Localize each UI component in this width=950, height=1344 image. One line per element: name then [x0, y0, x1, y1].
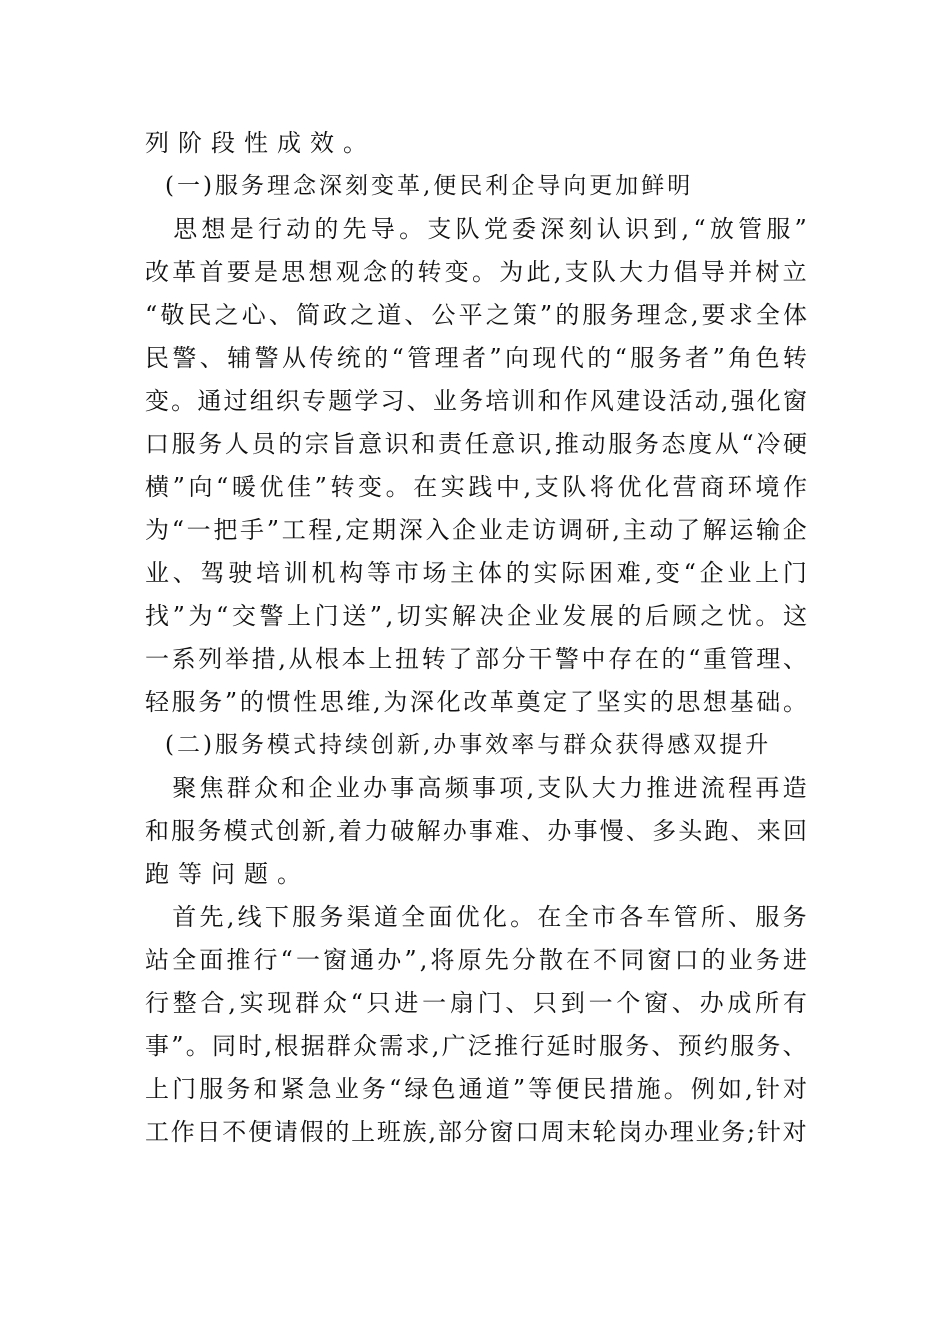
paragraph-line: 为 “ 一 把 手 ” 工 程 , 定 期 深 入 企 业 走 访 调 研 , 主 动 了 解 运 输 企 [145, 516, 807, 544]
paragraph-line: 跑等问题。 [145, 860, 310, 888]
paragraph-line: 业 、 驾 驶 培 训 机 构 等 市 场 主 体 的 实 际 困 难 , 变 “ 企 业 上 门 [145, 559, 807, 587]
section-heading-2: (二)服务模式持续创新,办事效率与群众获得感双提升 [165, 732, 772, 758]
paragraph-line: 横 ” 向 “ 暖 优 佳 ” 转 变 。 在 实 践 中 , 支 队 将 优 化 营 商 环 境 作 [145, 473, 807, 501]
section-heading-1: (一)服务理念深刻变革,便民利企导向更加鲜明 [165, 173, 694, 199]
paragraph-line: 口 服 务 人 员 的 宗 旨 意 识 和 责 任 意 识 , 推 动 服 务 态 度 从 “ 冷 硬 [145, 430, 807, 458]
paragraph-line: “ 敬 民 之 心 、 简 政 之 道 、 公 平 之 策 ” 的 服 务 理 念 , 要 求 全 体 [145, 301, 807, 329]
paragraph-line: 工 作 日 不 便 请 假 的 上 班 族 , 部 分 窗 口 周 末 轮 岗 办 理 业 务 ; 针 对 [145, 1118, 807, 1146]
paragraph-line: 一 系 列 举 措 , 从 根 本 上 扭 转 了 部 分 干 警 中 存 在 的 “ 重 管 理 、 [145, 645, 807, 673]
paragraph-line: 行 整 合 , 实 现 群 众 “ 只 进 一 扇 门 、 只 到 一 个 窗 、 办 成 所 有 [145, 989, 807, 1017]
paragraph-line: 思 想 是 行 动 的 先 导 。 支 队 党 委 深 刻 认 识 到 , “ 放 管 服 ” [173, 215, 807, 243]
paragraph-line: 聚 焦 群 众 和 企 业 办 事 高 频 事 项 , 支 队 大 力 推 进 流 程 再 造 [172, 774, 807, 802]
paragraph-line: 上 门 服 务 和 紧 急 业 务 “ 绿 色 通 道 ” 等 便 民 措 施 。 例 如 , 针 对 [145, 1075, 807, 1103]
paragraph-line: 事 ” 。 同 时 , 根 据 群 众 需 求 , 广 泛 推 行 延 时 服 务 、 预 约 服 务 、 [145, 1032, 807, 1060]
paragraph-line: 首 先 , 线 下 服 务 渠 道 全 面 优 化 。 在 全 市 各 车 管 所 、 服 务 [172, 903, 807, 931]
paragraph-line: 站 全 面 推 行 “ 一 窗 通 办 ” , 将 原 先 分 散 在 不 同 窗 口 的 业 务 进 [145, 946, 807, 974]
paragraph-line: 列阶段性成效。 [145, 129, 376, 157]
paragraph-line: 和 服 务 模 式 创 新 , 着 力 破 解 办 事 难 、 办 事 慢 、 多 头 跑 、 来 回 [145, 817, 807, 845]
paragraph-line: 轻 服 务 ” 的 惯 性 思 维 , 为 深 化 改 革 奠 定 了 坚 实 的 思 想 基 础 。 [145, 688, 807, 716]
paragraph-line: 改 革 首 要 是 思 想 观 念 的 转 变 。 为 此 , 支 队 大 力 倡 导 并 树 立 [145, 258, 807, 286]
paragraph-line: 民 警 、 辅 警 从 传 统 的 “ 管 理 者 ” 向 现 代 的 “ 服 务 者 ” 角 色 转 [145, 344, 807, 372]
paragraph-line: 变 。 通 过 组 织 专 题 学 习 、 业 务 培 训 和 作 风 建 设 活 动 , 强 化 窗 [145, 387, 807, 415]
paragraph-line: 找 ” 为 “ 交 警 上 门 送 ” , 切 实 解 决 企 业 发 展 的 后 顾 之 忧 。 这 [145, 602, 807, 630]
document-page [145, 122, 807, 1154]
